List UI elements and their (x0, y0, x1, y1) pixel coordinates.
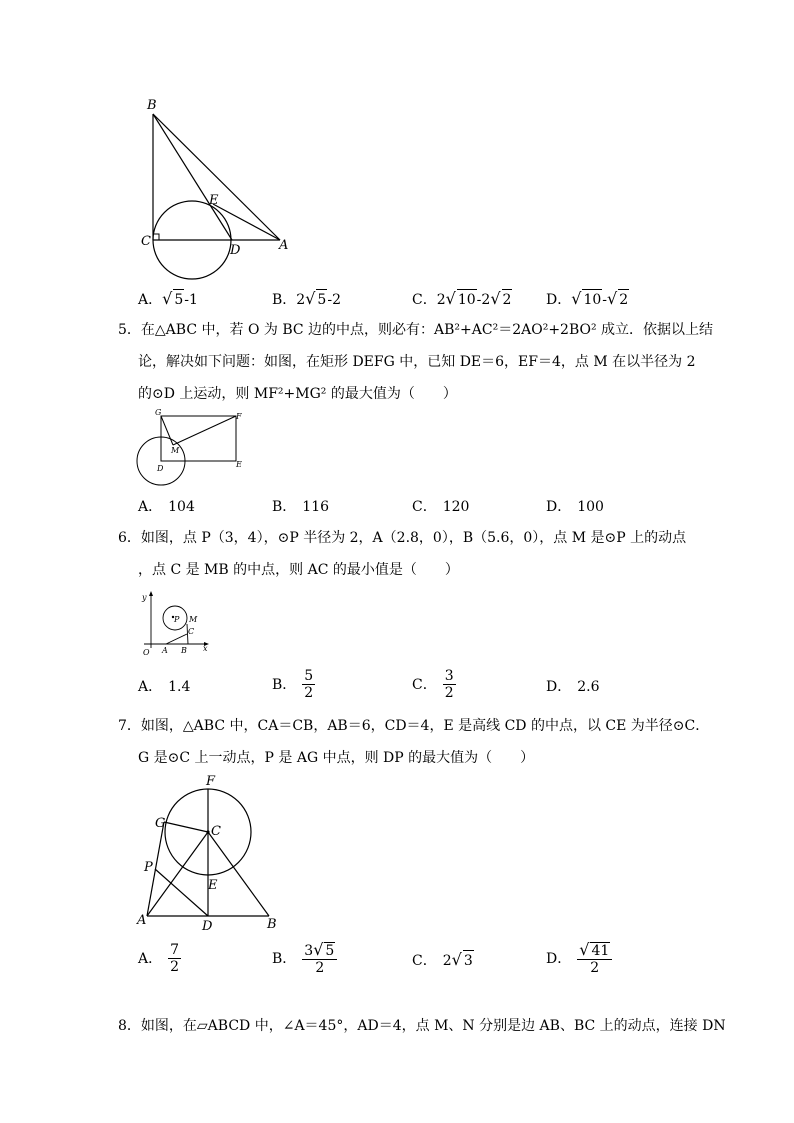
q5-option-a[interactable]: A． 104 (138, 499, 195, 515)
q7-option-b[interactable]: B． $\frac{3√ 5}{2}$ (272, 942, 337, 976)
q5-label-G: G (155, 408, 162, 417)
q7-label-B: B (267, 917, 277, 932)
q7-line-1: 7．如图，△ABC 中，CA＝CB，AB＝6，CD＝4，E 是高线 CD 的中点，以 CE 为半径⊙C． (118, 718, 710, 734)
q5-option-b[interactable]: B． 116 (272, 499, 330, 515)
q7-option-d[interactable]: D． $\frac{√ 41}{2}$ (546, 942, 612, 976)
q4-option-b[interactable]: B．2√ 5-2 (272, 289, 341, 308)
q7-option-a[interactable]: A． $\frac{7}{2}$ (138, 942, 180, 975)
q6-b-fraction: $\frac{5}{2}$ (304, 668, 314, 701)
q5-line-3: 的⊙D 上运动，则 MF²+MG² 的最大值为（ ） (138, 386, 457, 402)
q6-option-d[interactable]: D． 2.6 (546, 679, 600, 695)
q7-label-F: F (206, 774, 216, 789)
q5-label-D: D (157, 464, 164, 473)
q6-label-M: M (189, 615, 198, 624)
q7-label-E: E (208, 878, 218, 893)
q7-a-fraction: $\frac{7}{2}$ (170, 942, 180, 975)
q5-label-M: M (171, 446, 180, 455)
q6-label-C: C (188, 627, 195, 636)
q6-label-O: O (143, 648, 150, 657)
q4-option-d[interactable]: D．√ 10-√ 2 (546, 289, 629, 308)
q4-label-D: D (230, 243, 241, 258)
q6-option-a[interactable]: A． 1.4 (138, 679, 191, 695)
q6-line-2: ，点 C 是 MB 的中点，则 AC 的最小值是（ ） (138, 562, 459, 578)
q5-label-E: E (236, 460, 242, 469)
q4-option-a[interactable]: A．√ 5-1 (138, 289, 198, 308)
q5-option-d[interactable]: D． 100 (546, 499, 604, 515)
q4-label-A: A (279, 238, 289, 253)
q5-figure (135, 405, 255, 490)
q6-label-x: x (203, 644, 208, 653)
q7-figure (135, 772, 285, 937)
q4-label-C: C (141, 234, 151, 249)
q4-figure (135, 92, 295, 287)
q7-option-c[interactable]: C． 2√ 3 (412, 950, 473, 969)
q7-b-fraction: $\frac{3√ 5}{2}$ (302, 942, 337, 976)
q6-label-B: B (181, 646, 187, 655)
q7-label-D: D (202, 919, 213, 934)
q6-figure (138, 588, 218, 660)
q6-option-c[interactable]: C． $\frac{3}{2}$ (412, 668, 454, 701)
q8-line-1: 8．如图，在▱ABCD 中，∠A＝45°，AD＝4，点 M、N 分别是边 AB、BC 上的动点，连接 DN (118, 1018, 726, 1034)
q4-label-E: E (209, 193, 219, 208)
q6-label-P: P (174, 615, 180, 624)
q4-label-B: B (147, 98, 157, 113)
q5-line-2: 论，解决如下问题：如图，在矩形 DEFG 中，已知 DE＝6，EF＝4，点 M 在以半径为 2 (138, 354, 696, 370)
q5-label-F: F (236, 412, 242, 421)
q7-label-P: P (144, 860, 153, 875)
q6-c-fraction: $\frac{3}{2}$ (444, 668, 454, 701)
q7-label-A: A (137, 913, 147, 928)
q6-option-b[interactable]: B． $\frac{5}{2}$ (272, 668, 314, 701)
q7-line-2: G 是⊙C 上一动点，P 是 AG 中点，则 DP 的最大值为（ ） (138, 750, 535, 766)
q6-label-y: y (142, 593, 147, 602)
q7-d-fraction: $\frac{√ 41}{2}$ (577, 942, 612, 976)
q7-label-G: G (155, 816, 166, 831)
q6-line-1: 6．如图，点 P（3，4），⊙P 半径为 2，A（2.8，0），B（5.6，0），点 M 是⊙P 上的动点 (118, 530, 687, 546)
q5-option-c[interactable]: C． 120 (412, 499, 470, 515)
q5-line-1: 5．在△ABC 中，若 O 为 BC 边的中点，则必有：AB²+AC²＝2AO²+2BO² 成立．依据以上结 (118, 322, 714, 338)
q4-option-c[interactable]: C．2√ 10-2√ 2 (412, 289, 512, 308)
q6-label-A: A (162, 646, 168, 655)
q7-label-C: C (211, 824, 221, 839)
